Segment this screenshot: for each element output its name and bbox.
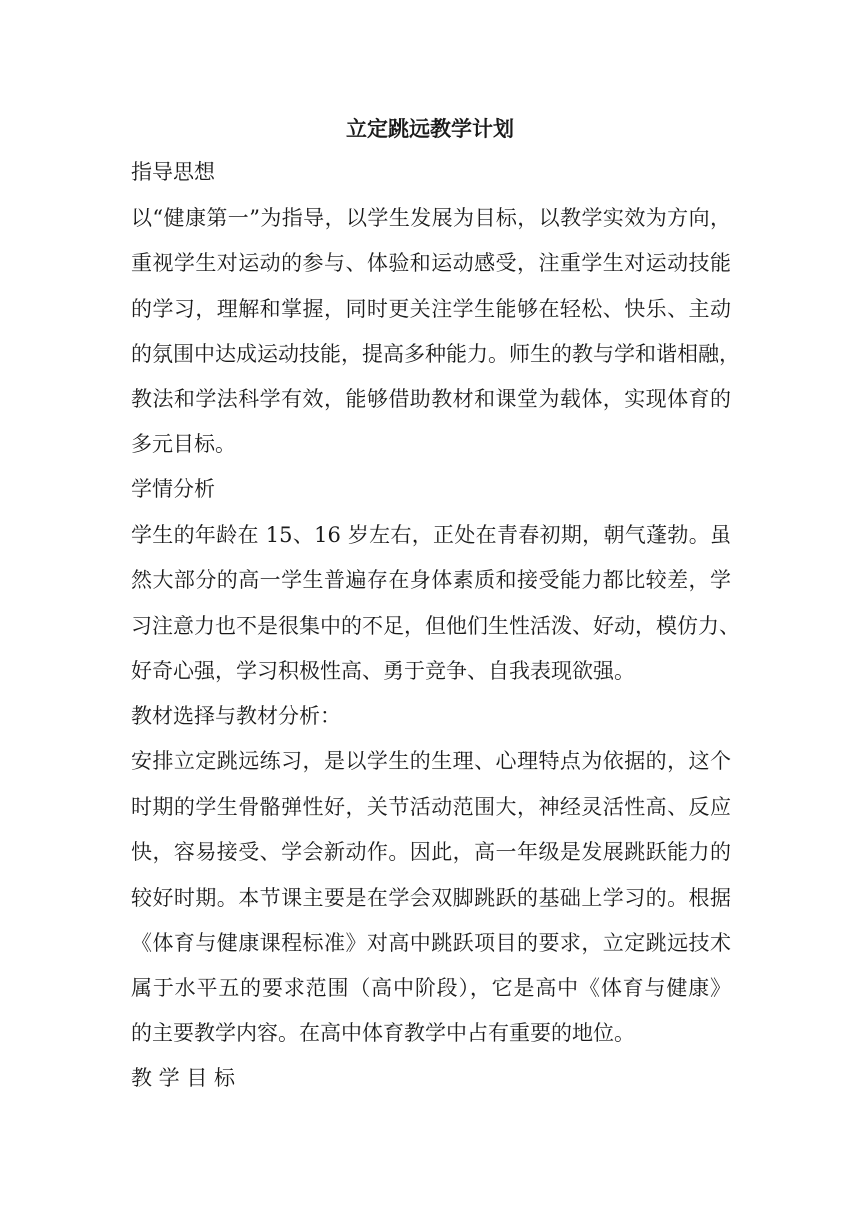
paragraph-line: 重视学生对运动的参与、体验和运动感受，注重学生对运动技能: [131, 251, 731, 275]
document-title: 立定跳远教学计划: [346, 116, 514, 141]
paragraph-line: 然大部分的高一学生普遍存在身体素质和接受能力都比较差，学: [131, 568, 731, 592]
paragraph-line: 以“健康第一”为指导，以学生发展为目标，以教学实效为方向，: [131, 206, 731, 230]
paragraph-line: 教法和学法科学有效，能够借助教材和课堂为载体，实现体育的: [131, 387, 731, 411]
section-heading-guiding-ideology: 指导思想: [131, 160, 215, 184]
paragraph-line: 时期的学生骨骼弹性好，关节活动范围大，神经灵活性高、反应: [131, 795, 731, 819]
paragraph-line: 《体育与健康课程标准》对高中跳跃项目的要求，立定跳远技术: [131, 931, 731, 955]
paragraph-line: 好奇心强，学习积极性高、勇于竞争、自我表现欲强。: [131, 659, 635, 683]
paragraph-line: 的学习，理解和掌握，同时更关注学生能够在轻松、快乐、主动: [131, 297, 731, 321]
paragraph-line: 习注意力也不是很集中的不足，但他们生性活泼、好动，模仿力、: [131, 614, 740, 638]
paragraph-line: 多元目标。: [131, 432, 236, 456]
paragraph-line: 安排立定跳远练习，是以学生的生理、心理特点为依据的，这个: [131, 749, 731, 773]
paragraph-line: 学生的年龄在 15、16 岁左右，正处在青春初期，朝气蓬勃。虽: [131, 523, 731, 547]
paragraph-line: 较好时期。本节课主要是在学会双脚跳跃的基础上学习的。根据: [131, 886, 731, 910]
paragraph-line: 的主要教学内容。在高中体育教学中占有重要的地位。: [131, 1021, 635, 1045]
section-heading-teaching-objectives: 教 学 目 标: [131, 1066, 236, 1090]
section-heading-student-analysis: 学情分析: [131, 477, 215, 501]
section-heading-material-analysis: 教材选择与教材分析：: [131, 704, 341, 728]
paragraph-line: 的氛围中达成运动技能，提高多种能力。师生的教与学和谐相融，: [131, 342, 740, 366]
paragraph-line: 属于水平五的要求范围（高中阶段），它是高中《体育与健康》: [131, 976, 731, 1000]
paragraph-line: 快，容易接受、学会新动作。因此，高一年级是发展跳跃能力的: [131, 840, 731, 864]
